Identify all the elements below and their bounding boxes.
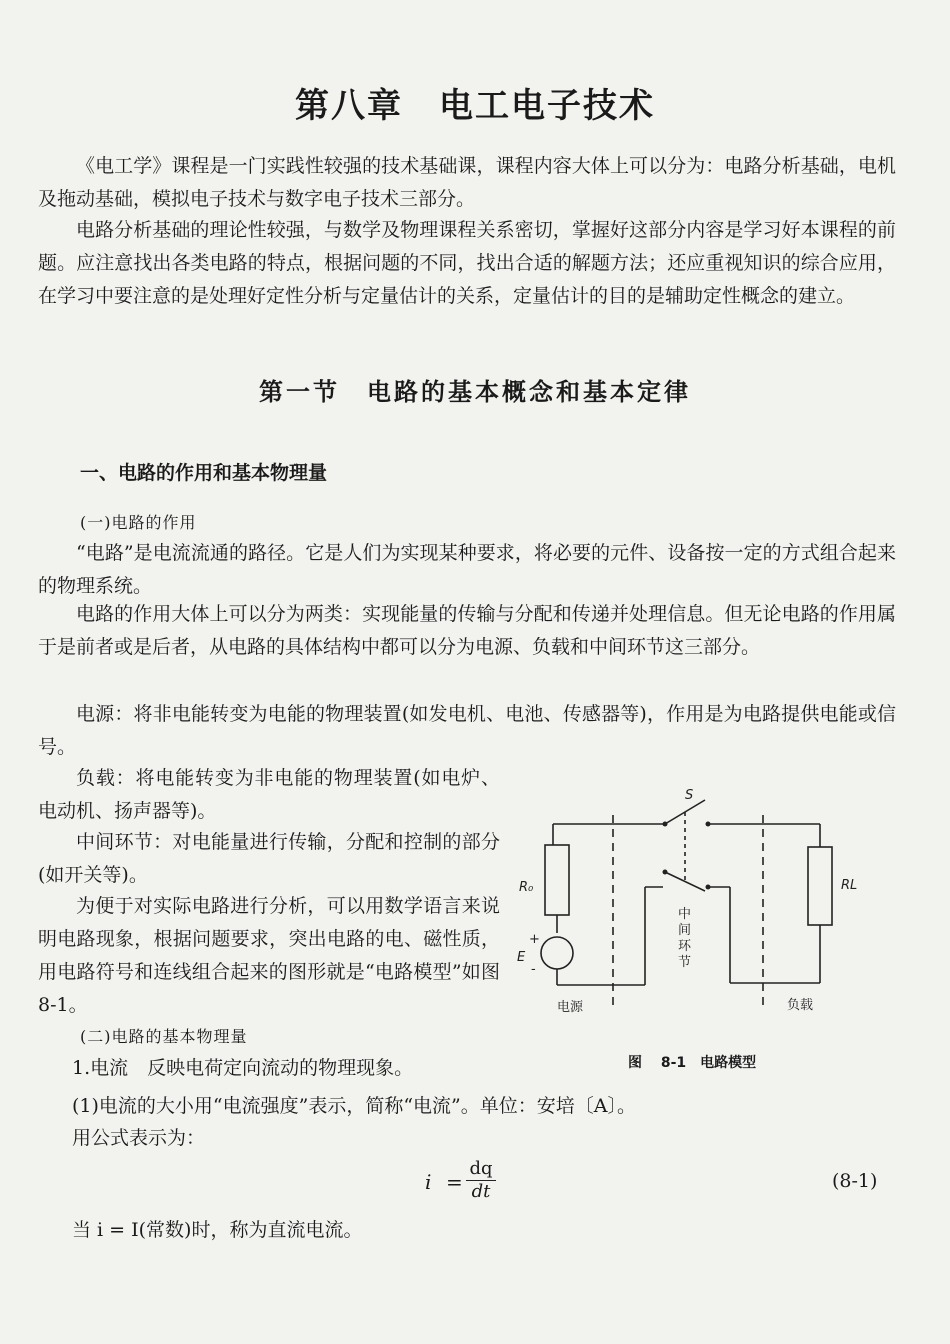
load-definition: 负载：将电能转变为非电能的物理装置(如电炉、电动机、扬声器等)。 [38, 767, 500, 822]
formula-denominator: dt [471, 1181, 491, 1202]
formula-intro: 用公式表示为： [72, 1127, 206, 1149]
intro-paragraph-2: 电路分析基础的理论性较强，与数学及物理课程关系密切，掌握好这部分内容是学习好本课程的前题。应注意找出各类电路的特点，根据问题的不同，找出合适的解题方法；还应重视知识的综合应用，在学习中要注意的是处理好定性分析与定量估计的关系，定量估计的目的是辅助定性概念的建立。 [38, 219, 896, 307]
switch-blade-lower [665, 872, 705, 891]
label-switch: S [685, 788, 694, 803]
label-e: E [517, 950, 526, 965]
power-source-definition: 电源：将非电能转变为电能的物理装置(如发电机、电池、传感器等)，作用是为电路提供电能或信号。 [38, 703, 896, 758]
label-middle-1: 中 [678, 907, 692, 922]
formula-lhs: i [425, 1170, 432, 1194]
label-plus: + [529, 932, 540, 947]
formula-fraction [466, 1158, 496, 1203]
switch-contact-1 [663, 822, 668, 827]
intro-paragraph-1: 《电工学》课程是一门实践性较强的技术基础课，课程内容大体上可以分为：电路分析基础，电机及拖动基础，模拟电子技术与数字电子技术三部分。 [38, 155, 896, 210]
circuit-definition: “电路”是电流流通的路径。它是人们为实现某种要求，将必要的元件、设备按一定的方式组合起来的物理系统。 [38, 542, 896, 597]
switch-contact-3 [663, 870, 668, 875]
formula-numerator: dq [466, 1158, 496, 1181]
figure-caption: 图 8-1 电路模型 [628, 1055, 757, 1071]
switch-contact-2 [706, 822, 711, 827]
intermediate-definition: 中间环节：对电能量进行传输，分配和控制的部分(如开关等)。 [38, 831, 500, 886]
label-source: 电源 [557, 1000, 584, 1015]
current-line: 1.电流 反映电荷定向流动的物理现象。 [72, 1057, 414, 1079]
current-size-line: (1)电流的大小用“电流强度”表示，简称“电流”。单位：安培〔A〕。 [72, 1095, 636, 1117]
circuit-diagram [505, 775, 875, 1025]
label-r0: R₀ [519, 880, 534, 895]
label-rl: RL [841, 878, 858, 893]
label-middle-4: 节 [678, 955, 692, 970]
equation-number: (8-1) [832, 1170, 878, 1192]
circuit-model-text: 为便于对实际电路进行分析，可以用数学语言来说明电路现象，根据问题要求，突出电路的电、磁性质，用电路符号和连线组合起来的图形就是“电路模型”如图8-1。 [38, 895, 500, 1016]
section-title: 第一节 电路的基本概念和基本定律 [259, 377, 691, 406]
voltage-source-e [541, 937, 573, 969]
chapter-title: 第八章 电工电子技术 [295, 86, 655, 126]
label-middle-2: 间 [678, 923, 692, 938]
resistor-r0 [545, 845, 569, 915]
dc-current-line: 当 i = I(常数)时，称为直流电流。 [72, 1219, 363, 1241]
label-minus: - [531, 962, 536, 977]
formula-equals: = [446, 1170, 463, 1194]
part1-title: (一)电路的作用 [80, 513, 197, 532]
label-middle-3: 环 [678, 939, 692, 954]
subsection-title: 一、电路的作用和基本物理量 [80, 462, 328, 484]
resistor-rl [808, 847, 832, 925]
label-load: 负载 [787, 998, 814, 1013]
switch-contact-4 [706, 885, 711, 890]
part2-title: (二)电路的基本物理量 [80, 1027, 248, 1046]
circuit-role: 电路的作用大体上可以分为两类：实现能量的传输与分配和传递并处理信息。但无论电路的作用属于是前者或是后者，从电路的具体结构中都可以分为电源、负载和中间环节这三部分。 [38, 603, 896, 658]
